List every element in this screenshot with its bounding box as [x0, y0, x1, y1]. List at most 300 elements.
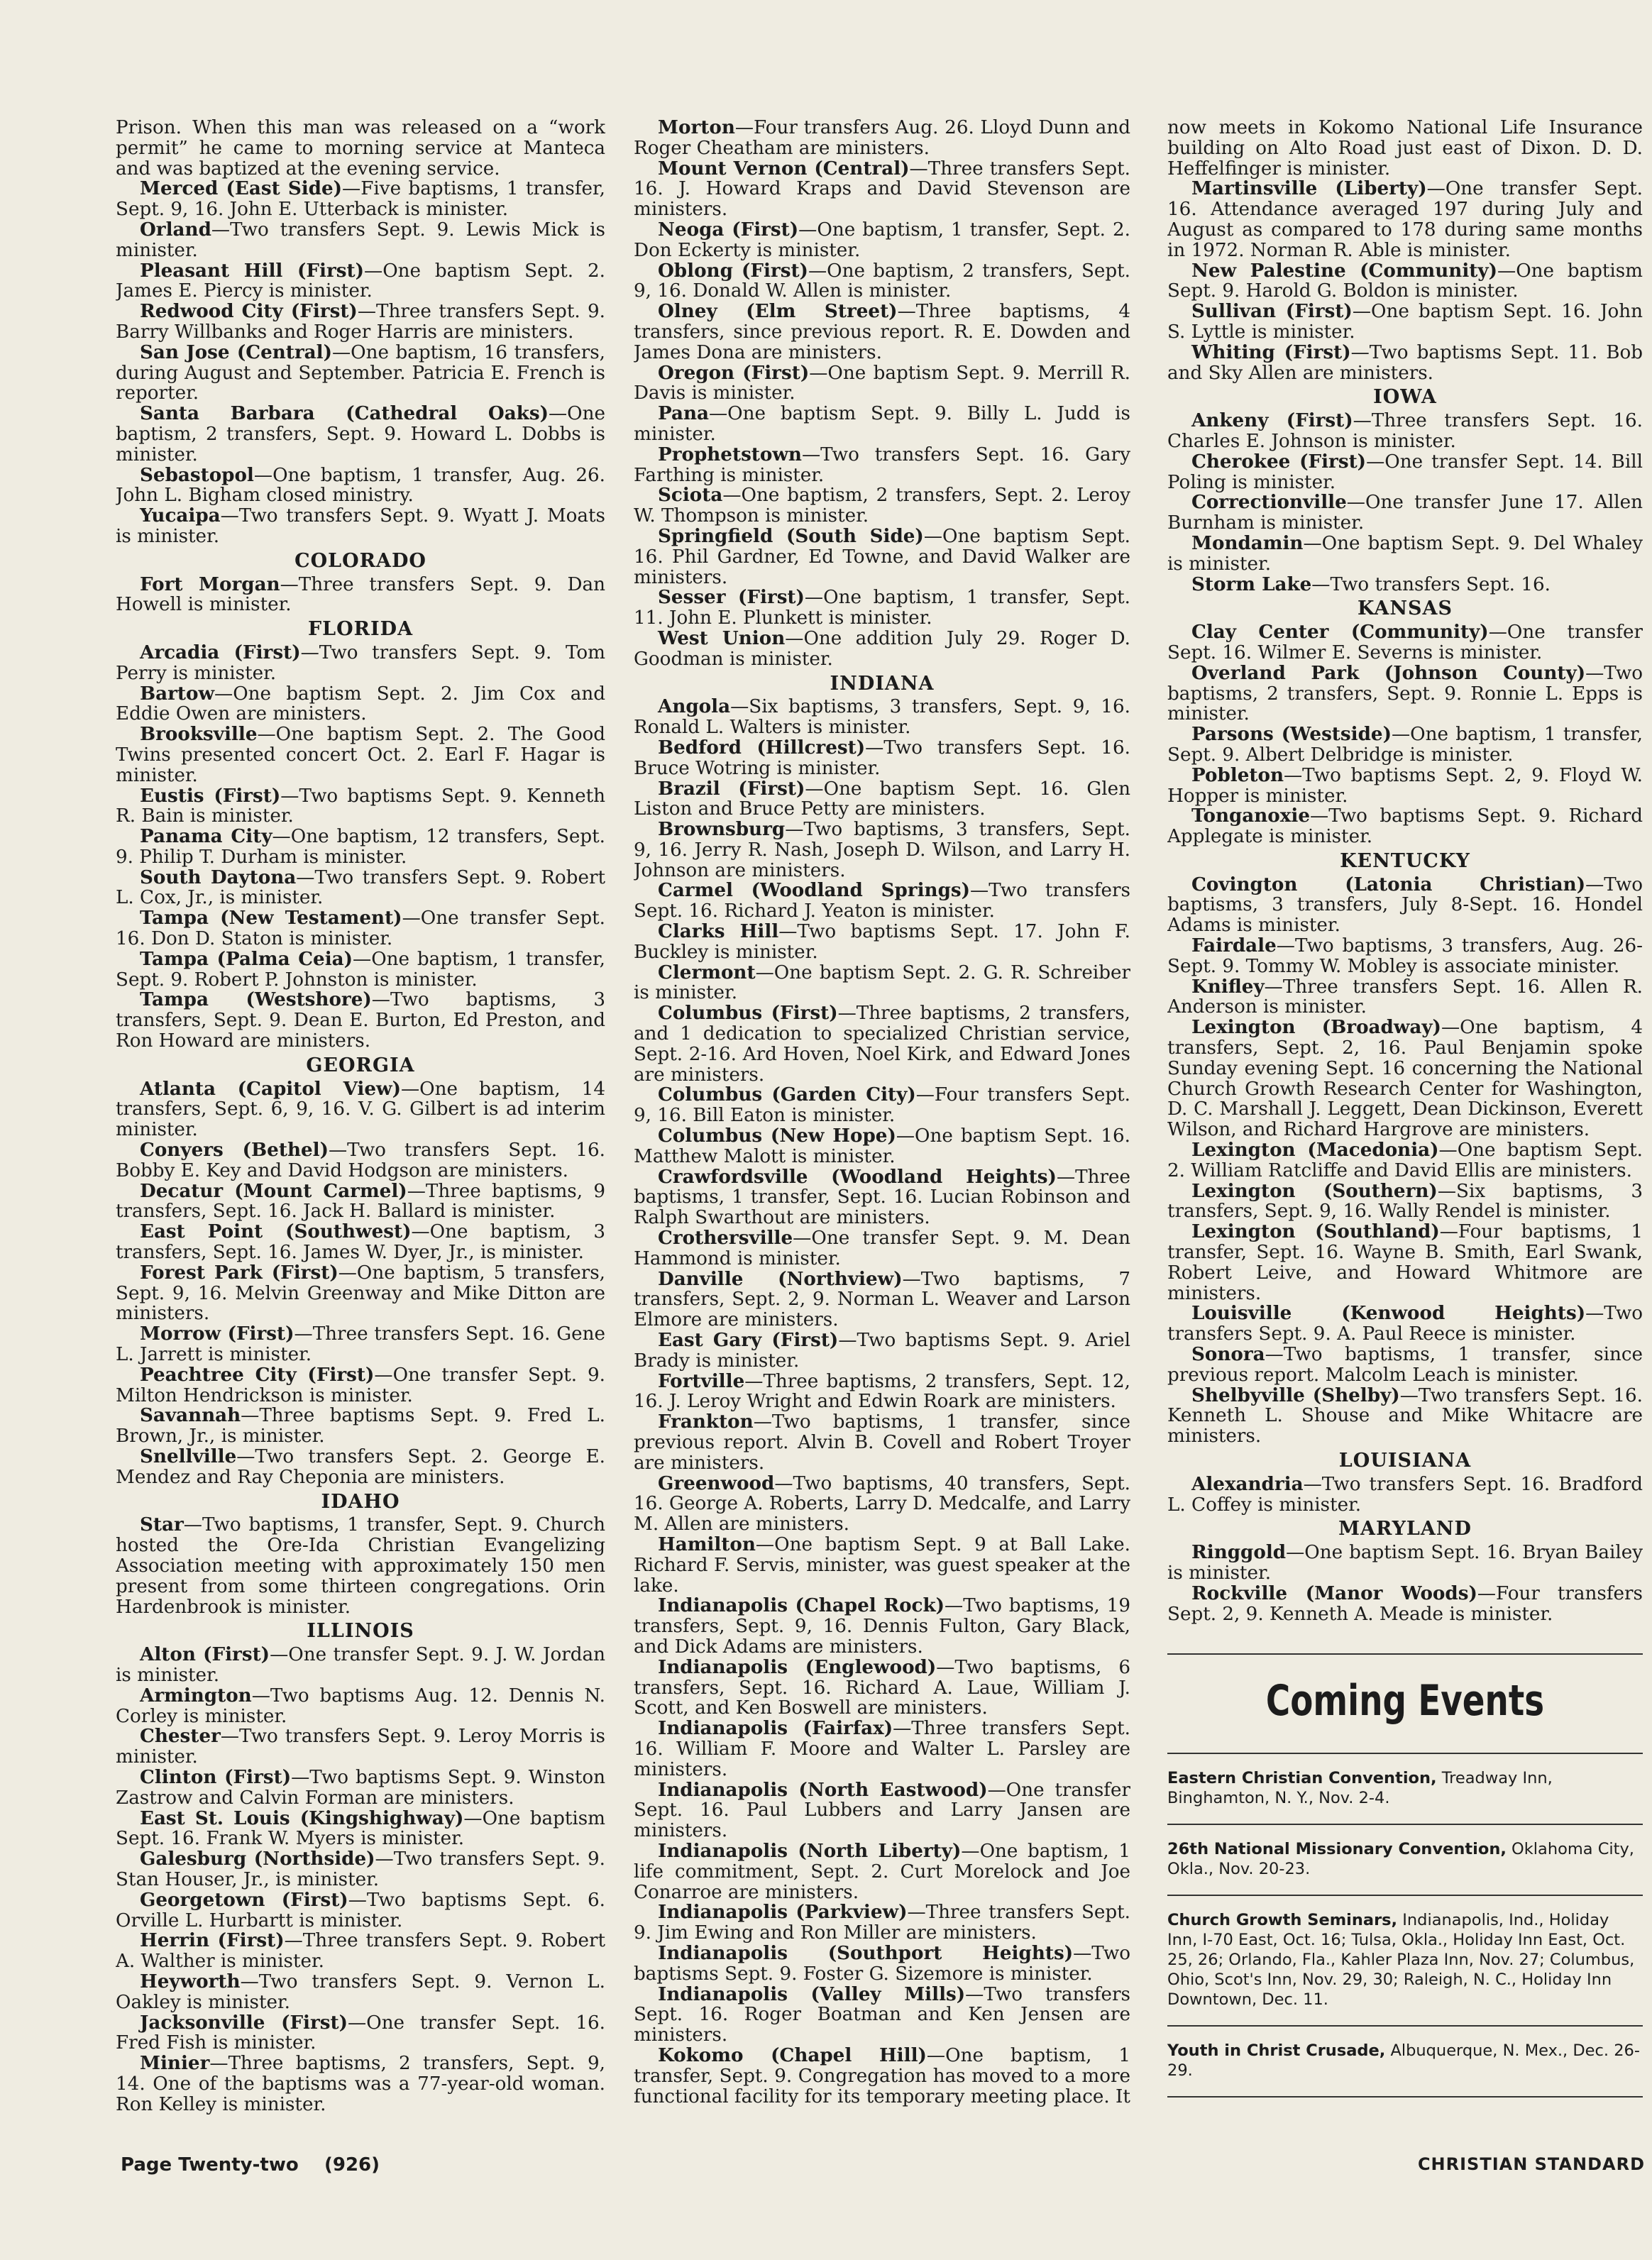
church-report-entry — [116, 2013, 605, 2054]
church-report-entry — [634, 629, 1130, 670]
church-report-entry — [116, 724, 605, 786]
report-text: —Two baptisms Sept. 9. Kenneth R. Bain is minister. — [116, 785, 605, 827]
report-text: —Two baptisms Sept. 9. Foster G. Sizemore is minister. — [634, 1942, 1130, 1985]
report-text: —Six baptisms, 3 transfers, Sept. 9, 16. Ronald L. Walters is minister. — [634, 696, 1130, 739]
report-text: —Two baptisms, 3 transfers, Aug. 26-Sept. 9. Tommy W. Mobley is associate minister. — [1167, 935, 1643, 977]
church-report-entry — [116, 786, 605, 827]
church-report-entry — [1167, 179, 1643, 260]
church-name: Frankton — [658, 1411, 754, 1433]
church-report-entry — [116, 1079, 605, 1140]
church-name: Morrow (First) — [140, 1323, 294, 1345]
church-report-entry — [634, 118, 1130, 159]
church-name: Redwood City (First) — [140, 300, 358, 323]
event-name: 26th National Missionary Convention, — [1167, 1840, 1507, 1858]
report-text: —Five baptisms, 1 transfer, Sept. 9, 16. John E. Utterback is minister. — [116, 178, 605, 221]
church-report-entry — [116, 643, 605, 684]
church-report-entry — [1167, 663, 1643, 724]
report-text: —Three baptisms, 4 transfers, since previous report. R. E. Dowden and James Dona are ministers. — [634, 301, 1130, 363]
church-report-entry — [116, 118, 605, 179]
report-text: —Three transfers Sept. 16. J. Howard Kraps and David Stevenson are ministers. — [634, 158, 1130, 221]
church-report-entry — [634, 881, 1130, 922]
church-name: Forest Park (First) — [140, 1261, 338, 1284]
church-name: Columbus (First) — [658, 1002, 838, 1025]
publication-name: CHRISTIAN STANDARD — [1417, 2154, 1645, 2174]
church-report-entry — [634, 2046, 1130, 2107]
church-name: Lexington (Macedonia) — [1191, 1139, 1439, 1162]
report-text: —One transfer Sept. 14. Bill Poling is minister. — [1167, 451, 1643, 493]
event-name: Youth in Christ Crusade, — [1167, 2041, 1386, 2060]
church-name: Brazil (First) — [658, 777, 805, 800]
church-report-entry — [116, 1222, 605, 1263]
church-name: Danville (Northview) — [658, 1267, 903, 1290]
report-text: —One baptism Sept. 16. Phil Gardner, Ed Towne, and David Walker are ministers. — [634, 525, 1130, 588]
church-name: Tampa (Palma Ceia) — [140, 947, 353, 970]
church-report-entry — [634, 1941, 1130, 1985]
church-name: Yucaipa — [140, 505, 221, 527]
report-text: —Two transfers Sept. 16. Kenneth L. Shouse and Mike Whitacre are ministers. — [1167, 1384, 1643, 1448]
church-report-entry — [116, 990, 605, 1051]
report-text: —Three transfers Sept. 16. Gene L. Jarrett is minister. — [116, 1323, 605, 1366]
report-text: —Two baptisms, 40 transfers, Sept. 16. George A. Roberts, Larry D. Medcalfe, and Larry M. Allen are ministers. — [634, 1472, 1130, 1536]
event-details: Indianapolis, Ind., Holiday Inn, I-70 East, Oct. 16; Tulsa, Okla., Holiday Inn East, Oct. 25, 26; Orlando, Fla., Kahler Plaza Inn, Nov. 27; Columbus, Ohio, Scot's Inn, Nov. 29, 30; Raleigh, N. C., Holiday Inn Downtown, Dec. 11. — [1167, 1911, 1635, 2009]
report-text: —Two baptisms, 1 transfer, since previous report. Alvin B. Covell and Robert Troyer are ministers. — [634, 1411, 1130, 1474]
church-report-entry — [634, 1228, 1130, 1269]
church-name: Star — [140, 1514, 184, 1536]
church-report-entry — [1167, 531, 1643, 575]
church-report-entry — [116, 506, 605, 547]
church-report-entry — [116, 575, 605, 616]
state-heading: FLORIDA — [307, 618, 414, 641]
report-text: —One baptism Sept. 9. Merrill R. Davis is minister. — [634, 362, 1130, 404]
church-report-entry — [1167, 411, 1643, 452]
church-name: Sciota — [658, 484, 723, 507]
church-name: East Point (Southwest) — [140, 1220, 412, 1243]
church-report-entry — [116, 827, 605, 868]
church-name: Alexandria — [1191, 1472, 1304, 1495]
church-report-entry — [634, 1269, 1130, 1330]
report-text: —One baptism Sept. 16. Bryan Bailey is minister. — [1167, 1542, 1643, 1584]
report-text: —Two baptisms Sept. 9. Ariel Brady is minister. — [634, 1330, 1130, 1372]
church-name: Indianapolis (North Liberty) — [658, 1839, 962, 1862]
report-text: —One baptism Sept. 9 at Ball Lake. Richard F. Servis, minister, was guest speaker at the lake. — [634, 1533, 1130, 1597]
report-text: —Two baptisms, 3 transfers, July 8-Sept. 16. Hondel Adams is minister. — [1167, 873, 1643, 937]
church-report-entry — [116, 465, 605, 507]
event-details: Treadway Inn, Binghamton, N. Y., Nov. 2-4. — [1167, 1769, 1553, 1807]
church-name: Louisville (Kenwood Heights) — [1191, 1302, 1586, 1325]
report-text: —Three transfers Sept. 9. Barry Willbanks and Roger Harris are ministers. — [116, 301, 605, 343]
report-text: —Two baptisms Sept. 11. Bob and Sky Allen are ministers. — [1167, 341, 1643, 384]
report-text: —Two baptisms Sept. 9. Richard Applegate is minister. — [1167, 805, 1643, 848]
church-report-entry — [634, 220, 1130, 261]
report-text: —Three baptisms Sept. 9. Fred L. Brown, Jr., is minister. — [116, 1405, 605, 1448]
church-name: Alton (First) — [140, 1643, 270, 1666]
church-name: Hamilton — [658, 1533, 756, 1555]
report-text: —Two baptisms, 3 transfers, Sept. 9, 16. Jerry R. Nash, Joseph D. Wilson, and Larry H. Johnson are ministers. — [634, 819, 1130, 881]
church-name: Neoga (First) — [658, 218, 799, 241]
church-name: Kokomo (Chapel Hill) — [658, 2044, 927, 2066]
church-report-entry — [634, 1985, 1130, 2046]
report-text: —One baptism, 1 transfer, Sept. 9. Robert P. Johnston is minister. — [116, 948, 605, 991]
report-text: —One baptism Sept. 2. Jim Cox and Eddie Owen are ministers. — [116, 683, 605, 725]
report-text: —Two transfers Sept. 9. Vernon L. Oakley is minister. — [116, 1970, 605, 2013]
church-report-entry — [634, 1330, 1130, 1372]
report-text: —Three baptisms, 2 transfers, and 1 dedication to specialized Christian service, Sept. 2-16. Ard Hoven, Noel Kirk, and Edward Jones are ministers. — [634, 1003, 1130, 1086]
church-name: South Daytona — [140, 866, 297, 888]
church-report-entry — [116, 302, 605, 343]
church-report-entry — [1167, 936, 1643, 977]
church-name: Santa Barbara (Cathedral Oaks) — [140, 402, 549, 425]
church-report-entry — [1167, 1018, 1643, 1140]
church-report-entry — [1167, 1345, 1643, 1386]
event-item — [1167, 1825, 1643, 1896]
church-name: Clarks Hill — [658, 920, 779, 943]
report-text: —Two transfers Sept. 9. Stan Houser, Jr., is minister. — [116, 1848, 605, 1890]
report-text: —Two baptisms Sept. 17. John F. Buckley is minister. — [634, 921, 1130, 963]
church-report-entry — [634, 820, 1130, 881]
church-name: Atlanta (Capitol View) — [140, 1077, 401, 1100]
event-details: Oklahoma City, Okla., Nov. 20-23. — [1167, 1840, 1634, 1878]
church-report-entry — [634, 524, 1130, 588]
church-name: Heyworth — [140, 1970, 241, 1992]
state-heading: COLORADO — [294, 549, 426, 572]
page-footer-left — [121, 2154, 380, 2176]
church-name: Indianapolis (Chapel Rock) — [658, 1594, 945, 1617]
report-text: now meets in Kokomo National Life Insurance building on Alto Road just east of Dixon. D. D. Heffelfinger is minister. — [1167, 118, 1643, 180]
church-report-entry — [634, 1655, 1130, 1719]
report-text: —One baptism, 3 transfers, Sept. 16. James W. Dyer, Jr., is minister. — [116, 1221, 605, 1264]
church-name: Rockville (Manor Woods) — [1191, 1582, 1477, 1604]
church-name: New Palestine (Community) — [1191, 259, 1497, 282]
church-report-entry — [116, 1645, 605, 1686]
church-report-entry — [116, 1726, 605, 1768]
report-text: —Three baptisms, 2 transfers, Sept. 12, 16. J. Leroy Wright and Edwin Roark are ministers. — [634, 1370, 1130, 1413]
church-name: Arcadia (First) — [140, 641, 301, 663]
report-text: —One baptism, 1 transfer, Sept. 11. John E. Plunkett is minister. — [634, 587, 1130, 629]
report-text: —One transfer Sept. 16. Fred Fish is minister. — [116, 2012, 605, 2054]
church-name: Oblong (First) — [658, 259, 808, 282]
report-text: —Two transfers Sept. 9. Lewis Mick is minister. — [116, 219, 605, 261]
church-name: Sesser (First) — [658, 586, 805, 609]
church-report-entry — [1167, 1584, 1643, 1625]
church-name: Fortville — [658, 1369, 745, 1392]
church-report-entry — [1167, 1140, 1643, 1181]
report-text: —Two baptisms, 3 transfers, Sept. 9. Dean E. Burton, Ed Preston, and Ron Howard are ministers. — [116, 989, 605, 1052]
event-name: Eastern Christian Convention, — [1167, 1769, 1437, 1787]
report-text: —Three transfers Sept. 9. Jim Ewing and Ron Miller are ministers. — [634, 1902, 1130, 1944]
church-report-entry — [116, 220, 605, 261]
church-name: Overland Park (Johnson County) — [1191, 661, 1586, 684]
page-label: Page Twenty-two — [121, 2154, 299, 2176]
report-text: —One addition July 29. Roger D. Goodman is minister. — [634, 627, 1130, 670]
state-heading: KENTUCKY — [1340, 849, 1470, 872]
church-report-entry — [1167, 1181, 1643, 1223]
page-number: (926) — [324, 2154, 380, 2176]
report-text: —One baptism, 1 life commitment, Sept. 2. Curt Morelock and Joe Conarroe are ministers. — [634, 1840, 1130, 1903]
church-report-entry — [1167, 302, 1643, 343]
report-text: —One baptism, 14 transfers, Sept. 6, 9, 16. V. G. Gilbert is ad interim minister. — [116, 1078, 605, 1141]
church-report-entry — [634, 1780, 1130, 1841]
church-name: Fairdale — [1191, 935, 1277, 957]
church-report-entry — [116, 1406, 605, 1447]
text-column-2 — [634, 118, 1130, 2107]
church-report-entry — [634, 302, 1130, 363]
report-text: —Two baptisms, 7 transfers, Sept. 2, 9. Norman L. Weaver and Larson Elmore are ministers. — [634, 1268, 1130, 1331]
report-text: —Two transfers Sept. 9. A. Paul Reece is minister. — [1167, 1303, 1643, 1345]
church-report-entry — [116, 949, 605, 991]
report-text: —Two transfers Sept. 16. — [1311, 573, 1551, 595]
church-report-entry — [634, 738, 1130, 779]
church-name: Conyers (Bethel) — [140, 1139, 329, 1162]
church-name: Tonganoxie — [1191, 805, 1310, 827]
report-text: —Three transfers Sept. 9. Robert A. Walther is minister. — [116, 1930, 605, 1973]
state-heading: ILLINOIS — [307, 1620, 414, 1643]
church-name: Chester — [140, 1725, 221, 1748]
church-name: Mondamin — [1191, 531, 1304, 554]
church-report-entry — [1167, 806, 1643, 847]
state-heading: LOUISIANA — [1338, 1450, 1472, 1472]
church-report-entry — [116, 1972, 605, 2013]
church-name: Greenwood — [658, 1472, 775, 1494]
church-name: Lexington (Southern) — [1191, 1179, 1438, 1202]
report-text: —One baptism Sept. 2. James E. Piercy is minister. — [116, 260, 605, 302]
church-name: Jacksonville (First) — [140, 2011, 348, 2034]
church-name: Knifley — [1191, 975, 1265, 998]
church-report-entry — [116, 1931, 605, 1972]
state-heading: INDIANA — [830, 672, 935, 695]
report-text: —One baptism, 2 transfers, Sept. 9. Howard L. Dobbs is minister. — [116, 403, 605, 465]
church-name: Storm Lake — [1191, 573, 1312, 595]
church-report-entry — [634, 697, 1130, 738]
church-report-entry — [634, 922, 1130, 963]
report-text: —One baptism, 4 transfers, Sept. 2, 16. Paul Benjamin spoke Sunday evening Sept. 16 concerning the National Church Growth Research Center for Washington, D. C. Marshall J. Leggett, Dean Dickinson, Everett Wilson, and Richard Hargrove are ministers. — [1167, 1017, 1643, 1141]
report-text: —Two transfers Sept. 16. Gary Farthing is minister. — [634, 443, 1130, 486]
church-name: Covington (Latonia Christian) — [1191, 873, 1586, 895]
church-report-entry — [634, 1535, 1130, 1596]
church-name: Crawfordsville (Woodland Heights) — [658, 1165, 1057, 1188]
church-report-entry — [116, 343, 605, 404]
church-name: Martinsville (Liberty) — [1191, 177, 1427, 200]
church-report-entry — [116, 1765, 605, 1809]
report-text: —Two transfers Sept. 9. Wyatt J. Moats is minister. — [116, 505, 605, 547]
report-text: —One baptism, 1 transfer, Sept. 9. Albert Delbridge is minister. — [1167, 724, 1643, 766]
report-text: —One baptism, 16 transfers, during August and September. Patricia E. French is reporter. — [116, 341, 605, 404]
event-item — [1167, 1896, 1643, 2027]
church-name: Sonora — [1191, 1343, 1265, 1366]
church-report-entry — [1167, 343, 1643, 384]
church-name: Pleasant Hill (First) — [140, 259, 364, 282]
church-name: Snellville — [140, 1445, 237, 1467]
church-name: Fort Morgan — [140, 573, 280, 595]
report-text: —One baptism, 1 transfer, Aug. 26. John L. Bigham closed ministry. — [116, 464, 605, 507]
report-text: —Four transfers Sept. 2, 9. Kenneth A. Meade is minister. — [1167, 1582, 1643, 1625]
report-text: —One baptism, 2 transfers, Sept. 9, 16. Donald W. Allen is minister. — [634, 260, 1130, 302]
report-text: —One baptism Sept. 2. The Good Twins presented concert Oct. 2. Earl F. Hagar is minister. — [116, 724, 605, 786]
church-name: Galesburg (Northside) — [140, 1848, 375, 1870]
church-name: East Gary (First) — [658, 1329, 839, 1352]
church-name: West Union — [658, 627, 786, 649]
report-text: —Two baptisms Sept. 6. Orville L. Hurbartt is minister. — [116, 1889, 605, 1931]
church-report-entry — [116, 1140, 605, 1181]
church-report-entry — [116, 1515, 605, 1617]
church-report-entry — [634, 1902, 1130, 1944]
report-text: —Two transfers Sept. 16. Bradford L. Coffey is minister. — [1167, 1473, 1643, 1516]
church-name: Columbus (New Hope) — [658, 1125, 896, 1147]
church-name: Indianapolis (North Eastwood) — [658, 1778, 988, 1801]
text-column-1 — [116, 118, 605, 2115]
church-report-entry — [634, 1003, 1130, 1085]
church-report-entry — [634, 963, 1130, 1004]
church-report-entry — [634, 363, 1130, 404]
church-report-entry — [1167, 977, 1643, 1018]
report-text: —One baptism, 1 transfer, Sept. 9. Congregation has moved to a more functional facility for its temporary meeting place. It — [634, 2044, 1130, 2107]
church-report-entry — [634, 1167, 1130, 1228]
church-name: Armington — [140, 1684, 252, 1707]
report-text: —Two baptisms Aug. 12. Dennis N. Corley is minister. — [116, 1685, 605, 1727]
church-name: Indianapolis (Southport Heights) — [658, 1941, 1074, 1964]
church-report-entry — [634, 445, 1130, 486]
report-text: —One transfer Sept. 16. Paul Lubbers and Larry Jansen are ministers. — [634, 1779, 1130, 1842]
church-name: Lexington (Southland) — [1191, 1220, 1440, 1243]
state-heading: KANSAS — [1358, 597, 1453, 620]
report-text: —One baptism Sept. 9. Del Whaley is minister. — [1167, 532, 1643, 575]
church-name: Morton — [658, 118, 735, 138]
church-report-entry — [1167, 492, 1643, 534]
church-report-entry — [634, 261, 1130, 302]
church-report-entry — [634, 1841, 1130, 1902]
church-report-entry — [1167, 261, 1643, 302]
report-text: —One baptism, 1 transfer, Sept. 2. Don Eckerty is minister. — [634, 219, 1130, 261]
report-text: —One transfer Sept. 9. M. Dean Hammond is minister. — [634, 1228, 1130, 1269]
church-name: Shelbyville (Shelby) — [1191, 1384, 1400, 1406]
church-report-entry — [116, 1181, 605, 1223]
report-text: —Two baptisms, 19 transfers, Sept. 9, 16. Dennis Fulton, Gary Black, and Dick Adams are ministers. — [634, 1595, 1130, 1658]
church-name: Lexington (Broadway) — [1191, 1016, 1441, 1039]
church-name: Oregon (First) — [658, 361, 810, 384]
church-name: Bartow — [140, 682, 215, 705]
report-text: —One baptism, 2 transfers, Sept. 2. Leroy W. Thompson is minister. — [634, 485, 1130, 527]
church-name: Olney (Elm Street) — [658, 300, 898, 323]
report-text: —Two baptisms Sept. 2, 9. Floyd W. Hopper is minister. — [1167, 764, 1643, 807]
church-name: Crothersville — [658, 1227, 793, 1250]
church-report-entry — [116, 1686, 605, 1727]
church-name: San Jose (Central) — [140, 341, 332, 363]
church-report-entry — [634, 1085, 1130, 1126]
report-text: —Four transfers Aug. 26. Lloyd Dunn and Roger Cheatham are ministers. — [634, 118, 1130, 159]
church-name: Pana — [658, 402, 709, 425]
report-text: —Two baptisms, 6 transfers, Sept. 16. Richard A. Laue, William J. Scott, and Ken Boswell are ministers. — [634, 1656, 1130, 1719]
church-report-entry — [1167, 1474, 1643, 1516]
church-report-entry — [116, 1447, 605, 1488]
church-report-entry — [1167, 575, 1643, 595]
church-report-entry — [116, 684, 605, 725]
church-report-entry — [1167, 452, 1643, 493]
church-report-entry — [1167, 1222, 1643, 1303]
church-report-entry — [634, 1719, 1130, 1780]
church-name: Parsons (Westside) — [1191, 723, 1392, 746]
church-report-entry — [116, 1849, 605, 1890]
church-report-entry — [634, 779, 1130, 820]
report-text: —One transfer Sept. 16. Don D. Staton is minister. — [116, 908, 605, 950]
report-text: —Six baptisms, 3 transfers, Sept. 9, 16. Wally Rendel is minister. — [1167, 1180, 1643, 1223]
church-name: Indianapolis (Fairfax) — [658, 1717, 893, 1740]
church-name: Indianapolis (Englewood) — [658, 1655, 937, 1678]
church-report-entry — [1167, 118, 1643, 179]
report-text: —Three baptisms, 9 transfers, Sept. 16. Jack H. Ballard is minister. — [116, 1180, 605, 1223]
event-details: Albuquerque, N. Mex., Dec. 26-29. — [1167, 2041, 1640, 2080]
text-column-3 — [1167, 118, 1643, 1624]
church-report-entry — [116, 261, 605, 302]
report-text: —Two transfers Sept. 2. George E. Mendez and Ray Cheponia are ministers. — [116, 1446, 605, 1488]
events-list — [1167, 1754, 1643, 2098]
report-text: —One transfer June 17. Allen Burnham is minister. — [1167, 492, 1643, 534]
church-name: Tampa (Westshore) — [140, 988, 372, 1011]
report-text: —Three transfers Sept. 16. Charles E. Johnson is minister. — [1167, 410, 1643, 452]
church-name: Sullivan (First) — [1191, 300, 1353, 323]
church-name: Clinton (First) — [140, 1765, 292, 1788]
church-report-entry — [116, 1809, 605, 1850]
church-name: Merced (East Side) — [140, 177, 343, 200]
church-name: Bedford (Hillcrest) — [658, 736, 866, 759]
church-report-entry — [1167, 1303, 1643, 1345]
church-name: Orland — [140, 218, 211, 241]
report-text: —One transfer Sept. 9. J. W. Jordan is minister. — [116, 1644, 605, 1686]
church-name: Savannah — [140, 1404, 241, 1427]
report-text: —Two transfers Sept. 16. Richard J. Yeaton is minister. — [634, 880, 1130, 922]
report-text: —One baptism Sept. 9. Billy L. Judd is minister. — [634, 403, 1130, 445]
state-heading: IOWA — [1373, 386, 1437, 409]
church-report-entry — [634, 1369, 1130, 1413]
church-name: Peachtree City (First) — [140, 1363, 375, 1386]
report-text: —One baptism Sept. 16. Matthew Malott is minister. — [634, 1125, 1130, 1167]
church-name: Columbus (Garden City) — [658, 1084, 916, 1106]
church-name: Whiting (First) — [1191, 341, 1351, 363]
church-report-entry — [634, 1126, 1130, 1167]
report-text: —Two transfers Sept. 9. Leroy Morris is minister. — [116, 1726, 605, 1768]
church-report-entry — [116, 1324, 605, 1365]
church-report-entry — [116, 1263, 605, 1324]
report-text: Prison. When this man was released on a “work permit” he came to morning service at Manteca and was baptized at the evening service. — [116, 118, 605, 180]
report-text: —One baptism Sept. 2. G. R. Schreiber is minister. — [634, 961, 1130, 1004]
report-text: —Two baptisms, 2 transfers, Sept. 9. Ronnie L. Epps is minister. — [1167, 662, 1643, 725]
report-text: —One baptism, 5 transfers, Sept. 9, 16. Melvin Greenway and Mike Ditton are ministers. — [116, 1262, 605, 1325]
church-name: Brooksville — [140, 723, 258, 746]
church-report-entry — [1167, 1543, 1643, 1584]
church-report-entry — [116, 2054, 605, 2115]
church-name: Brownsburg — [658, 818, 786, 841]
church-name: Indianapolis (Valley Mills) — [658, 1983, 966, 2005]
report-text: —One baptism, 12 transfers, Sept. 9. Philip T. Durham is minister. — [116, 826, 605, 868]
church-name: Carmel (Woodland Springs) — [658, 879, 971, 902]
church-name: Clay Center (Community) — [1191, 621, 1489, 644]
report-text: —Three baptisms, 2 transfers, Sept. 9, 14. One of the baptisms was a 77-year-old woman. Ron Kelley is minister. — [116, 2053, 605, 2115]
report-text: —Two baptisms Sept. 9. Winston Zastrow and Calvin Forman are ministers. — [116, 1766, 605, 1809]
report-text: —Three transfers Sept. 16. William F. Moore and Walter L. Parsley are ministers. — [634, 1718, 1130, 1780]
church-name: Decatur (Mount Carmel) — [140, 1179, 407, 1202]
church-name: Pobleton — [1191, 764, 1284, 786]
church-name: Eustis (First) — [140, 784, 281, 807]
report-text: —Two transfers Sept. 16. Roger Boatman and Ken Jensen are ministers. — [634, 1983, 1130, 2046]
church-name: Minier — [140, 2052, 210, 2075]
coming-events-box — [1167, 1653, 1643, 2098]
event-name: Church Growth Seminars, — [1167, 1911, 1398, 1929]
church-name: Panama City — [140, 825, 272, 848]
church-report-entry — [1167, 724, 1643, 766]
state-heading: MARYLAND — [1338, 1518, 1472, 1540]
report-text: —One baptism Sept. 16. John S. Lyttle is minister. — [1167, 301, 1643, 343]
church-name: Herrin (First) — [140, 1929, 285, 1952]
report-text: —Two transfers Sept. 16. Bruce Wotring is minister. — [634, 737, 1130, 779]
state-heading: IDAHO — [321, 1490, 400, 1513]
